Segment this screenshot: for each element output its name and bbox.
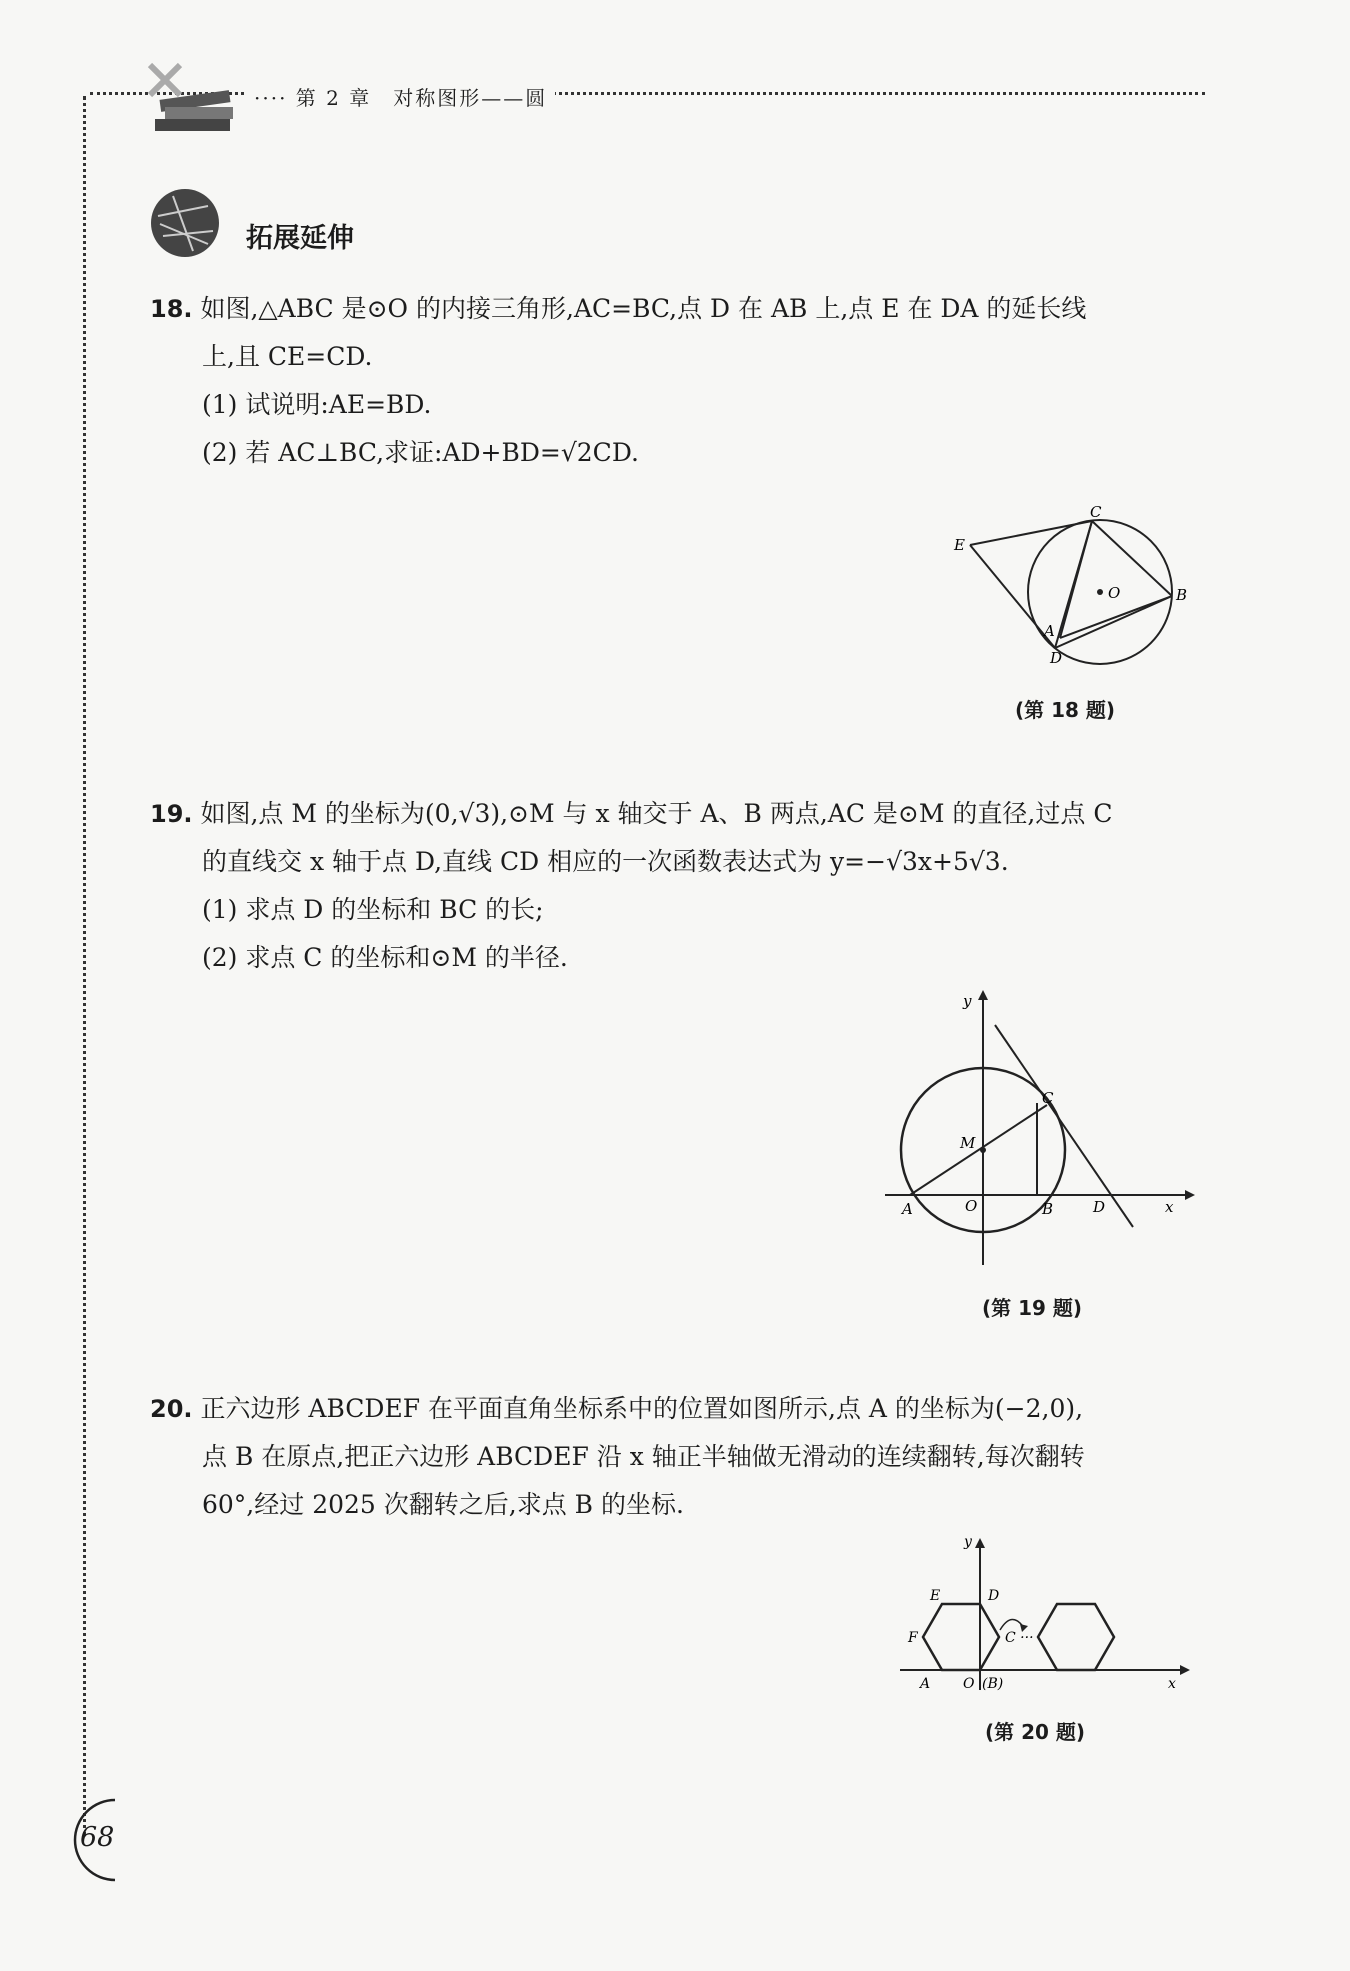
question-number: 18. (150, 295, 193, 323)
question-part-1: (1) 试说明:AE=BD. (202, 390, 432, 419)
label-m: M (960, 1134, 976, 1152)
question-text-line: 如图,点 M 的坐标为(0,√3),⊙M 与 x 轴交于 A、B 两点,AC 是⊙M 的直径,过点 C (200, 799, 1113, 828)
label-e: E (954, 536, 965, 554)
label-b-origin: (B) (982, 1676, 1004, 1692)
label-y: y (963, 992, 972, 1010)
label-b: B (1042, 1200, 1054, 1218)
question-19 (150, 790, 1210, 982)
label-o: O (965, 1197, 978, 1215)
label-d: D (1093, 1198, 1106, 1216)
question-part-2: (2) 求点 C 的坐标和⊙M 的半径. (202, 943, 568, 972)
page-number: 68 (80, 1822, 115, 1853)
label-e: E (930, 1588, 941, 1604)
label-y: y (964, 1534, 972, 1550)
question-text-line: 正六边形 ABCDEF 在平面直角坐标系中的位置如图所示,点 A 的坐标为(−2,0), (200, 1394, 1084, 1423)
question-text-line: 如图,△ABC 是⊙O 的内接三角形,AC=BC,点 D 在 AB 上,点 E 在 DA 的延长线 (200, 294, 1087, 323)
chapter-title: ···· 第 2 章 对称图形——圆 (246, 82, 555, 111)
figure-18-caption: (第 18 题) (1015, 698, 1116, 722)
label-a: A (902, 1200, 913, 1218)
label-c: C (1042, 1089, 1054, 1107)
margin-divider (83, 96, 86, 1836)
label-o: O (1108, 584, 1121, 602)
question-20 (150, 1385, 1210, 1529)
figure-19-caption: (第 19 题) (982, 1296, 1083, 1320)
label-o: O (963, 1676, 975, 1692)
label-a: A (920, 1676, 931, 1692)
label-c: C ··· (1005, 1630, 1034, 1646)
chapter-books-icon (140, 55, 245, 135)
figure-18 (940, 500, 1200, 680)
question-number: 19. (150, 800, 193, 828)
figure-20-caption: (第 20 题) (985, 1720, 1086, 1744)
section-title: 拓展延伸 (246, 223, 354, 254)
question-text-line: 的直线交 x 轴于点 D,直线 CD 相应的一次函数表达式为 y=−√3x+5√3. (202, 847, 1009, 876)
question-part-2: (2) 若 AC⊥BC,求证:AD+BD=√2CD. (202, 438, 639, 467)
question-text-line: 上,且 CE=CD. (202, 342, 373, 371)
figure-20 (880, 1530, 1200, 1700)
label-d: D (988, 1588, 1000, 1604)
question-number: 20. (150, 1395, 193, 1423)
label-x: x (1168, 1676, 1176, 1692)
question-text-line: 60°,经过 2025 次翻转之后,求点 B 的坐标. (202, 1490, 684, 1519)
figure-19 (875, 990, 1195, 1270)
question-text-line: 点 B 在原点,把正六边形 ABCDEF 沿 x 轴正半轴做无滑动的连续翻转,每次翻转 (202, 1442, 1085, 1471)
globe-icon (148, 186, 223, 261)
label-b: B (1176, 586, 1188, 604)
label-a: A (1044, 622, 1055, 640)
label-f: F (908, 1630, 918, 1646)
label-d: D (1050, 649, 1063, 667)
label-c: C (1090, 503, 1102, 521)
question-part-1: (1) 求点 D 的坐标和 BC 的长; (202, 895, 544, 924)
label-x: x (1165, 1198, 1174, 1216)
question-18 (150, 285, 1210, 477)
